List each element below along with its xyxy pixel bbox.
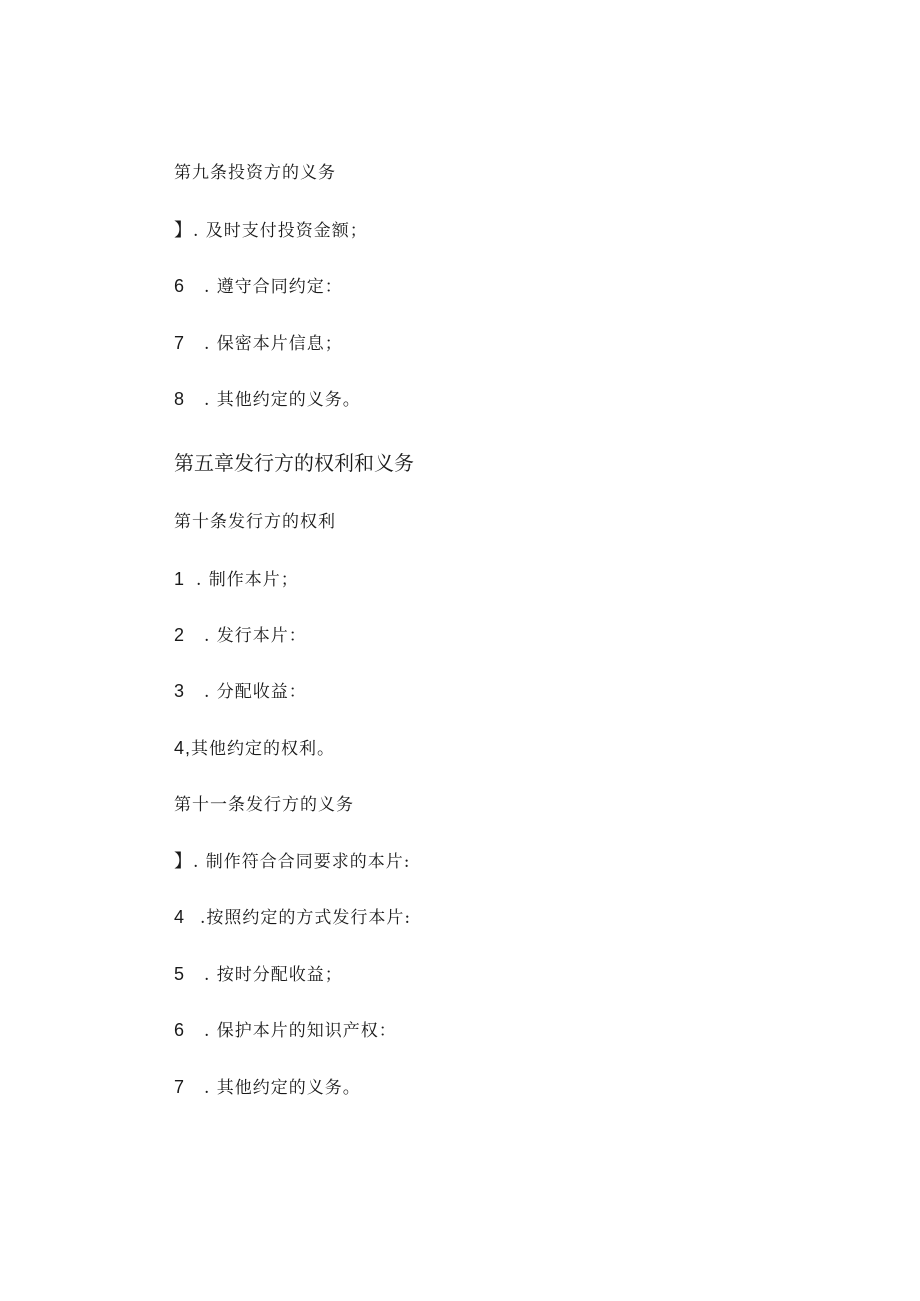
item-text: . 及时支付投资金额； — [193, 221, 368, 241]
article-9-title-text: 第九条投资方的义务 — [174, 163, 336, 183]
article-11-title — [174, 793, 354, 817]
item-number: 5 — [174, 964, 186, 984]
item-number: 7 — [174, 333, 186, 353]
item-text: . 保密本片信息； — [204, 334, 343, 354]
article-11-item-1 — [174, 849, 411, 874]
article-10-title — [174, 510, 336, 534]
article-10-item-4 — [174, 736, 335, 761]
item-text: . 发行本片： — [204, 626, 307, 646]
item-text: . 遵守合同约定： — [204, 277, 343, 297]
item-text: . 其他约定的义务。 — [204, 1078, 361, 1098]
item-text: . 按时分配收益； — [204, 965, 343, 985]
item-number: 1 — [174, 569, 186, 589]
item-number: 3 — [174, 681, 186, 701]
item-text: . 保护本片的知识产权： — [204, 1021, 397, 1041]
article-9-title — [174, 161, 336, 185]
item-text: 其他约定的权利。 — [191, 739, 336, 759]
article-11-item-3 — [174, 962, 343, 987]
item-number: 2 — [174, 625, 186, 645]
item-text: . 制作符合合同要求的本片: — [193, 852, 411, 872]
article-11-item-2 — [174, 905, 411, 930]
article-9-item-3 — [174, 331, 343, 356]
item-number: 4, — [174, 738, 192, 758]
item-number: 8 — [174, 389, 186, 409]
item-text: . 分配收益： — [204, 682, 307, 702]
item-number: 】 — [174, 851, 193, 871]
article-10-item-1 — [174, 567, 299, 592]
article-11-item-5 — [174, 1075, 361, 1100]
item-text: . 其他约定的义务。 — [204, 390, 361, 410]
article-9-item-1 — [174, 218, 368, 243]
item-number: 6 — [174, 1020, 186, 1040]
item-number: 7 — [174, 1077, 186, 1097]
article-10-item-3 — [174, 679, 307, 704]
item-number: 6 — [174, 276, 186, 296]
item-number: 】 — [174, 220, 193, 240]
article-9-item-4 — [174, 387, 361, 412]
item-number: 4 — [174, 907, 186, 927]
item-text: .按照约定的方式发行本片: — [200, 908, 412, 928]
article-10-title-text: 第十条发行方的权利 — [174, 512, 336, 532]
article-11-title-text: 第十一条发行方的义务 — [174, 795, 354, 815]
article-9-item-2 — [174, 274, 343, 299]
article-10-item-2 — [174, 623, 307, 648]
item-text: . 制作本片； — [196, 570, 299, 590]
article-11-item-4 — [174, 1018, 397, 1043]
chapter-5-heading: 第五章发行方的权利和义务 — [174, 451, 414, 475]
